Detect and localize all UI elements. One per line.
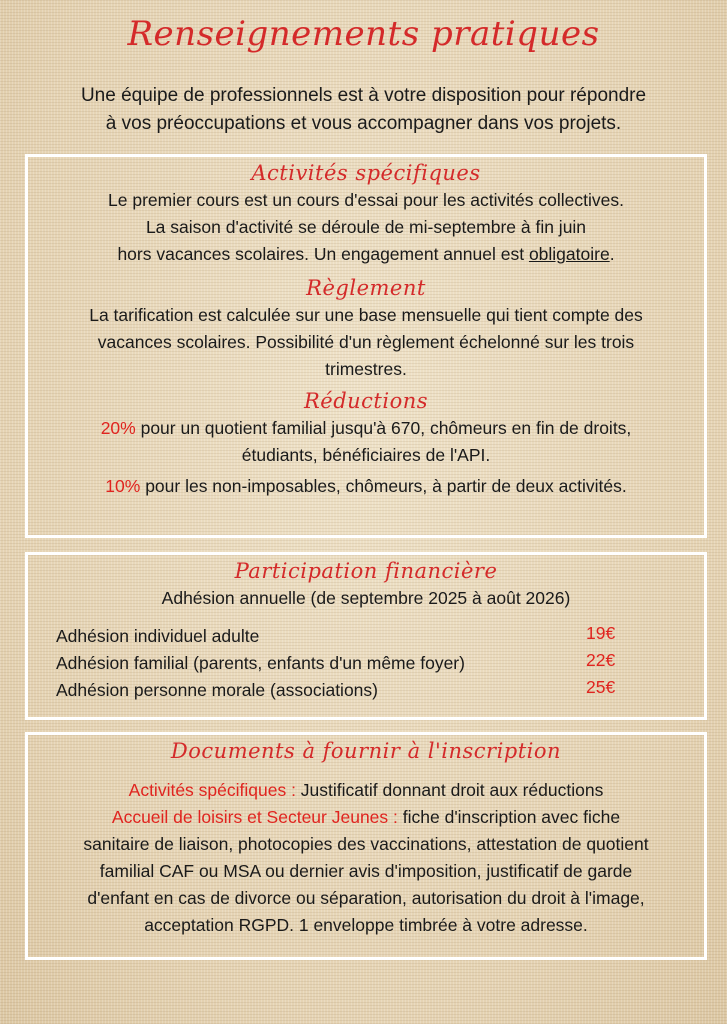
page-title: Renseignements pratiques	[127, 14, 600, 54]
documents-line-4: familial CAF ou MSA ou dernier avis d'imposition, justificatif de garde	[99, 861, 633, 881]
fee-row	[56, 677, 656, 704]
fee-price: 19€	[586, 623, 616, 643]
reduction-2-percent: 10%	[105, 476, 141, 496]
fee-label: Adhésion individuel adulte	[56, 626, 260, 646]
info-box-documents	[25, 732, 707, 960]
section-title-reglement: Règlement	[306, 276, 426, 300]
section-title-participation: Participation financière	[234, 559, 498, 583]
documents-line-6: acceptation RGPD. 1 enveloppe timbrée à votre adresse.	[144, 915, 588, 935]
info-box-activites	[25, 154, 707, 538]
documents-item-1-label: Activités spécifiques :	[128, 780, 296, 800]
reglement-line-3: trimestres.	[325, 359, 407, 379]
info-box-participation	[25, 552, 707, 720]
fee-row	[56, 650, 656, 677]
obligatoire-text: obligatoire	[528, 244, 610, 264]
reduction-1-line-2: étudiants, bénéficiaires de l'API.	[241, 445, 491, 465]
fee-price: 22€	[586, 650, 616, 670]
documents-item-2-text: fiche d'inscription avec fiche	[397, 807, 621, 827]
intro-line-2: à vos préoccupations et vous accompagner dans vos projets.	[105, 113, 622, 134]
activites-line-3-end: .	[609, 244, 615, 264]
section-title-reductions: Réductions	[303, 389, 429, 413]
participation-subtitle: Adhésion annuelle (de septembre 2025 à août 2026)	[161, 588, 571, 608]
fee-row	[56, 623, 656, 650]
documents-item-2	[28, 804, 704, 831]
activites-line-2: La saison d'activité se déroule de mi-septembre à fin juin	[145, 217, 587, 237]
reduction-1-percent: 20%	[100, 418, 136, 438]
fee-label: Adhésion personne morale (associations)	[56, 680, 378, 700]
section-title-activites: Activités spécifiques	[251, 161, 481, 185]
reduction-2	[28, 473, 704, 500]
activites-line-3-start: hors vacances scolaires. Un engagement annuel est	[117, 244, 529, 264]
activites-line-3	[28, 241, 704, 268]
reglement-line-2: vacances scolaires. Possibilité d'un règlement échelonné sur les trois	[97, 332, 635, 352]
reduction-2-text: pour les non-imposables, chômeurs, à partir de deux activités.	[140, 476, 627, 496]
reglement-line-1: La tarification est calculée sur une base mensuelle qui tient compte des	[89, 305, 643, 325]
intro-text	[30, 82, 697, 138]
documents-line-5: d'enfant en cas de divorce ou séparation, autorisation du droit à l'image,	[87, 888, 645, 908]
activites-line-1: Le premier cours est un cours d'essai pour les activités collectives.	[108, 190, 624, 210]
documents-item-1-text: Justificatif donnant droit aux réductions	[295, 780, 604, 800]
section-title-documents: Documents à fournir à l'inscription	[170, 739, 562, 763]
fee-price: 25€	[586, 677, 616, 697]
reduction-1	[28, 415, 704, 442]
fee-table	[56, 623, 656, 704]
documents-item-2-label: Accueil de loisirs et Secteur Jeunes :	[111, 807, 398, 827]
documents-line-3: sanitaire de liaison, photocopies des vaccinations, attestation de quotient	[83, 834, 649, 854]
fee-label: Adhésion familial (parents, enfants d'un même foyer)	[56, 653, 465, 673]
intro-line-1: Une équipe de professionnels est à votre disposition pour répondre	[80, 85, 647, 106]
documents-item-1	[28, 777, 704, 804]
reduction-1-text: pour un quotient familial jusqu'à 670, chômeurs en fin de droits,	[135, 418, 632, 438]
